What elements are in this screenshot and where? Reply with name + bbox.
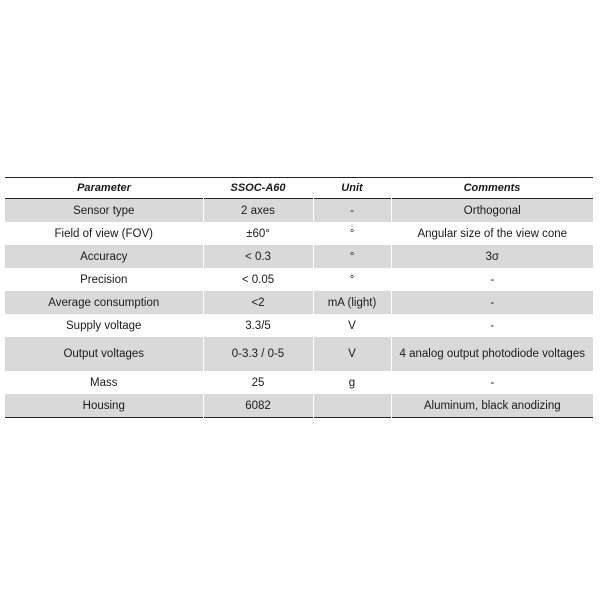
table-row (5, 371, 593, 394)
cell-comment: - (391, 371, 593, 394)
cell-unit: ° (313, 222, 391, 245)
cell-parameter: Precision (80, 273, 128, 286)
spec-table-container (5, 177, 593, 418)
cell-value: 3.3/5 (203, 314, 313, 337)
cell-value: < 0.05 (203, 268, 313, 291)
cell-value: <2 (203, 291, 313, 314)
cell-unit (313, 394, 391, 418)
cell-unit: V (313, 314, 391, 337)
header-comments: Comments (463, 182, 521, 194)
cell-comment: - (391, 268, 593, 291)
header-row (5, 178, 593, 199)
cell-parameter: Field of view (FOV) (54, 227, 153, 240)
header-parameter: Parameter (77, 182, 131, 194)
cell-unit: - (313, 199, 391, 223)
spec-table (5, 177, 593, 418)
table-row (5, 268, 593, 291)
cell-parameter: Accuracy (5, 245, 203, 268)
table-row (5, 394, 593, 418)
cell-comment: - (391, 291, 593, 314)
cell-unit: ° (313, 268, 391, 291)
cell-parameter: Mass (90, 376, 118, 389)
cell-parameter: Housing (5, 394, 203, 418)
cell-parameter: Supply voltage (66, 319, 142, 332)
cell-value: ±60° (203, 222, 313, 245)
cell-value: 6082 (203, 394, 313, 418)
cell-unit: ° (313, 245, 391, 268)
cell-comment: 3σ (391, 245, 593, 268)
cell-unit: V (313, 337, 391, 371)
cell-comment: Orthogonal (391, 199, 593, 223)
cell-comment: Angular size of the view cone (391, 222, 593, 245)
cell-comment: 4 analog output photodiode voltages (391, 337, 593, 371)
cell-parameter: Output voltages (5, 337, 203, 371)
cell-value: < 0.3 (203, 245, 313, 268)
table-header (5, 178, 593, 199)
table-row (5, 337, 593, 371)
cell-comment: - (391, 314, 593, 337)
header-unit: Unit (341, 182, 363, 194)
cell-parameter: Average consumption (5, 291, 203, 314)
cell-unit: mA (light) (313, 291, 391, 314)
cell-comment: Aluminum, black anodizing (391, 394, 593, 418)
cell-value: 0-3.3 / 0-5 (203, 337, 313, 371)
cell-parameter: Sensor type (5, 199, 203, 223)
cell-unit: g (313, 371, 391, 394)
header-model: SSOC-A60 (230, 182, 286, 194)
table-row (5, 199, 593, 223)
table-row (5, 222, 593, 245)
table-body (5, 199, 593, 418)
table-row (5, 291, 593, 314)
table-row (5, 314, 593, 337)
table-row (5, 245, 593, 268)
cell-value: 2 axes (203, 199, 313, 223)
cell-value: 25 (203, 371, 313, 394)
